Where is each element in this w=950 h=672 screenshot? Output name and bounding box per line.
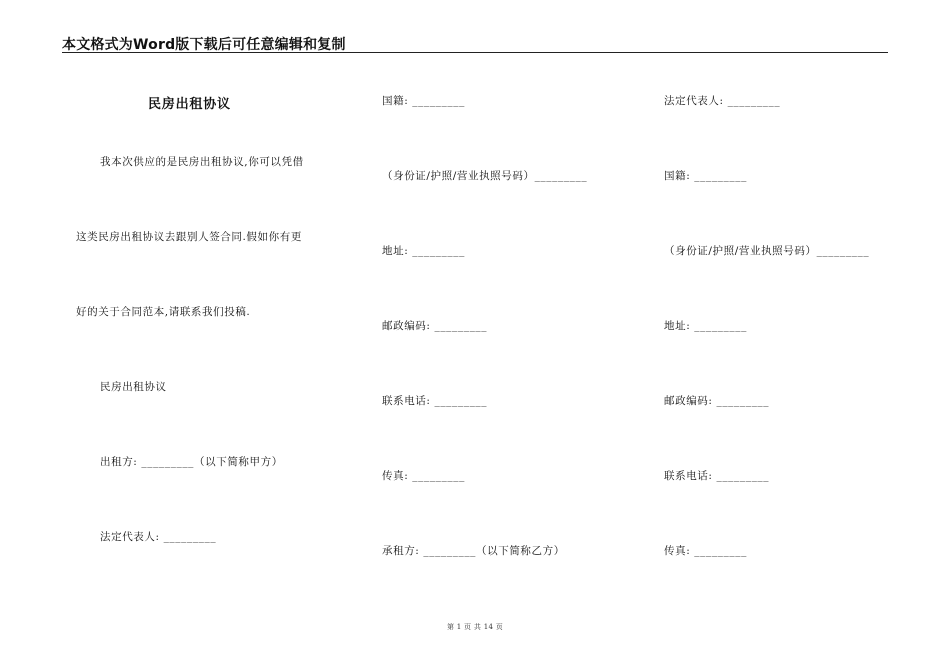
lessee-legal-rep-field: 法定代表人: _________ [664,95,781,107]
document-header: 本文格式为Word版下载后可任意编辑和复制 [62,37,346,53]
lessee-postcode-field: 邮政编码: _________ [664,395,770,407]
intro-line-3: 好的关于合同范本,请联系我们投稿. [76,306,251,318]
lessor-postcode-field: 邮政编码: _________ [382,320,488,332]
lessor-address-field: 地址: _________ [382,245,465,257]
lessee-field: 承租方: _________（以下简称乙方） [382,545,565,557]
lessee-id-field: （身份证/护照/营业执照号码）_________ [664,245,870,257]
lessor-legal-rep-field: 法定代表人: _________ [100,531,217,543]
lessee-fax-field: 传真: _________ [664,545,747,557]
lessor-nationality-field: 国籍: _________ [382,95,465,107]
agreement-subtitle: 民房出租协议 [100,381,167,393]
page-number: 第 1 页 共 14 页 [446,623,504,631]
intro-line-2: 这类民房出租协议去跟别人签合同.假如你有更 [76,231,302,243]
lessee-address-field: 地址: _________ [664,320,747,332]
lessee-nationality-field: 国籍: _________ [664,170,747,182]
lessor-phone-field: 联系电话: _________ [382,395,488,407]
document-title: 民房出租协议 [148,97,231,112]
lessee-phone-field: 联系电话: _________ [664,470,770,482]
lessor-id-field: （身份证/护照/营业执照号码）_________ [382,170,588,182]
intro-line-1: 我本次供应的是民房出租协议,你可以凭借 [100,156,304,168]
header-divider [62,52,888,53]
lessor-fax-field: 传真: _________ [382,470,465,482]
lessor-field: 出租方: _________（以下简称甲方） [100,456,283,468]
